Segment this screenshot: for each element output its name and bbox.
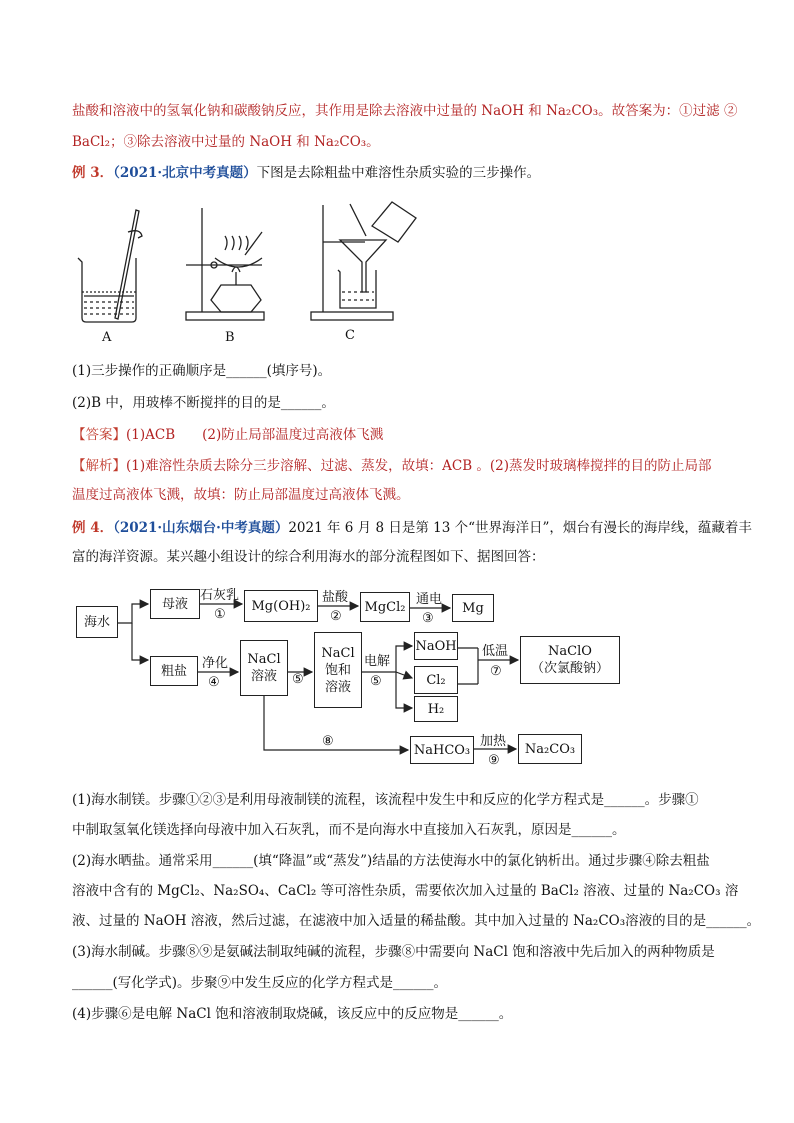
example-3-source: （2021·北京中考真题） — [113, 165, 257, 181]
example-3-stem: 下图是去除粗盐中难溶性杂质实验的三步操作。 — [256, 165, 541, 181]
example-4-label: 例 4． — [72, 520, 114, 536]
flow-box-cl2: Cl₂ — [414, 666, 458, 694]
flow-box-mgoh2: Mg(OH)₂ — [244, 590, 318, 622]
flow-box-seawater: 海水 — [76, 606, 118, 638]
flow-label-step-3: ③ — [422, 611, 434, 626]
example-4-q3-line-2: ______(写化学式)。步聚⑨中发生反应的化学方程式是______。 — [72, 975, 448, 991]
flow-label-hcl: 盐酸 — [322, 590, 349, 605]
flow-label-step-4: ④ — [208, 675, 220, 690]
answer-continuation-line-1: 盐酸和溶液中的氢氧化钠和碳酸钠反应，其作用是除去溶液中过量的 NaOH 和 Na₂CO₃。故答案为：①过滤 ② — [72, 103, 738, 119]
nacl-solution-line-2: 溶液 — [250, 669, 277, 684]
flow-label-step-7: ⑦ — [490, 664, 502, 679]
example-4-q2-line-3: 液、过量的 NaOH 溶液，然后过滤，在滤液中加入适量的稀盐酸。其中加入过量的 Na₂CO₃溶液的目的是______。 — [72, 913, 761, 929]
flow-label-electrolysis: 电解 — [364, 654, 391, 669]
example-3-question-2: (2)B 中，用玻棒不断搅拌的目的是______。 — [72, 395, 335, 411]
example-3-question-1: (1)三步操作的正确顺序是______(填序号)。 — [72, 363, 332, 379]
example-4-q1-line-1: (1)海水制镁。步骤①②③是利用母液制镁的流程，该流程中发生中和反应的化学方程式是______。步骤① — [72, 792, 699, 808]
flow-box-naoh: NaOH — [414, 632, 458, 660]
flow-label-step-2: ② — [330, 609, 342, 624]
flow-box-mgcl2: MgCl₂ — [360, 592, 410, 622]
example-4-q2-line-2: 溶液中含有的 MgCl₂、Na₂SO₄、CaCl₂ 等可溶性杂质，需要依次加入过量的 BaCl₂ 溶液、过量的 Na₂CO₃ 溶 — [72, 883, 739, 899]
nacl-saturated-line-1: NaCl — [321, 645, 355, 661]
apparatus-label-a: A — [102, 330, 112, 345]
nacl-solution-line-1: NaCl — [247, 652, 281, 667]
answer-tag: 【答案】 — [72, 427, 126, 443]
flow-label-step-1: ① — [214, 607, 226, 622]
example-4-q3-line-1: (3)海水制碱。步骤⑧⑨是氨碱法制取纯碱的流程，步骤⑧中需要向 NaCl 饱和溶液中先后加入的两种物质是 — [72, 944, 715, 960]
nacl-saturated-line-2: 饱和 — [324, 662, 351, 678]
flow-box-mg: Mg — [452, 594, 494, 622]
flow-box-na2co3: Na₂CO₃ — [518, 734, 582, 764]
example-4-source: （2021·山东烟台·中考真题） — [113, 520, 289, 536]
flow-label-heat: 加热 — [480, 734, 507, 749]
example-4-q4: (4)步骤⑥是电解 NaCl 饱和溶液制取烧碱，该反应中的反应物是______。 — [72, 1006, 513, 1022]
flow-box-h2: H₂ — [414, 696, 458, 722]
flow-label-purify: 净化 — [202, 656, 229, 671]
flow-label-step-9: ⑨ — [488, 753, 500, 768]
flow-box-nahco3: NaHCO₃ — [410, 736, 474, 764]
example-4-stem-1: 2021 年 6 月 8 日是第 13 个“世界海洋日”，烟台有漫长的海岸线，蕴藏着丰 — [288, 520, 752, 536]
example-4-q2-line-1: (2)海水晒盐。通常采用______(填“降温”或“蒸发”)结晶的方法使海水中的氯化钠析出。通过步骤④除去粗盐 — [72, 853, 710, 869]
example-3-label: 例 3． — [72, 165, 114, 181]
answer-text: (1)ACB (2)防止局部温度过高液体飞溅 — [126, 427, 384, 443]
flow-box-nacl-solution — [240, 640, 288, 696]
flow-box-nacl-saturated — [314, 632, 362, 708]
flow-box-mother-liquor: 母液 — [150, 589, 200, 619]
nacl-saturated-line-3: 溶液 — [324, 679, 351, 695]
example-4-stem-line-2: 富的海洋资源。某兴趣小组设计的综合利用海水的部分流程图如下、据图回答： — [72, 549, 545, 565]
flow-box-crude-salt: 粗盐 — [150, 656, 198, 686]
apparatus-label-c: C — [345, 328, 355, 343]
example-4-q1-line-2: 中制取氢氧化镁选择向母液中加入石灰乳，而不是向海水中直接加入石灰乳，原因是______。 — [72, 822, 626, 838]
answer-continuation-line-2: BaCl₂；③除去溶液中过量的 NaOH 和 Na₂CO₃。 — [72, 134, 380, 150]
example-3-analysis-line-2: 温度过高液体飞溅，故填：防止局部温度过高液体飞溅。 — [72, 487, 410, 503]
naclo-line-1: NaClO — [548, 644, 592, 659]
flow-label-electrolysis-top: 通电 — [416, 592, 443, 607]
naclo-line-2: （次氯酸钠） — [530, 661, 609, 676]
apparatus-label-b: B — [225, 330, 235, 345]
flow-label-step-5b: ⑤ — [370, 674, 382, 689]
flow-box-naclo — [520, 636, 620, 684]
flow-label-lime-milk: 石灰乳 — [200, 588, 240, 603]
analysis-text-1: (1)难溶性杂质去除分三步溶解、过滤、蒸发，故填：ACB 。(2)蒸发时玻璃棒搅拌的目的防止局部 — [126, 458, 712, 474]
analysis-tag: 【解析】 — [72, 458, 126, 474]
flow-label-low-temp: 低温 — [482, 644, 509, 659]
flow-label-step-5a: ⑤ — [292, 672, 304, 687]
flow-label-step-8: ⑧ — [322, 734, 334, 749]
